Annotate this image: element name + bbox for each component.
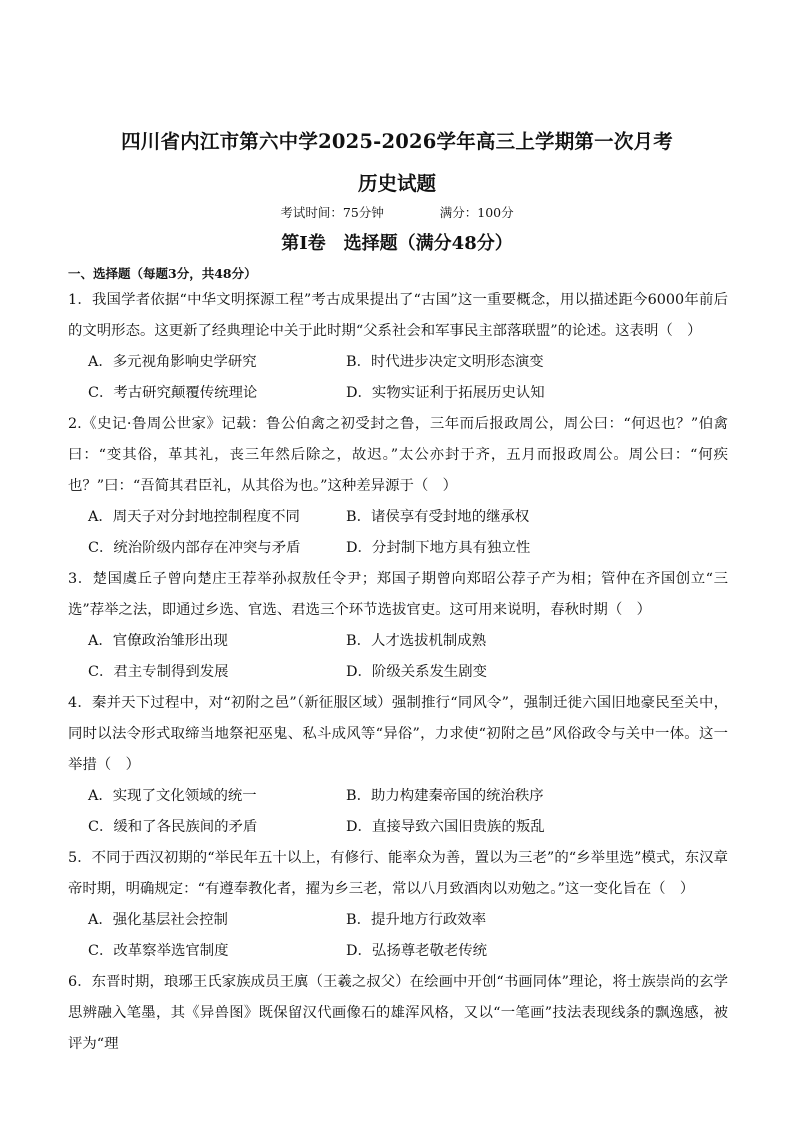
exam-subtitle: 历史试题 xyxy=(357,172,436,195)
option-a[interactable]: A．强化基层社会控制 xyxy=(88,912,228,928)
option-group xyxy=(68,502,728,564)
option-d[interactable]: D．直接导致六国旧贵族的叛乱 xyxy=(346,819,545,835)
option-b[interactable]: B．时代进步决定文明形态演变 xyxy=(346,354,544,370)
option-d[interactable]: D．阶级关系发生剧变 xyxy=(346,664,488,680)
option-c[interactable]: C．君主专制得到发展 xyxy=(88,664,229,680)
question-5 xyxy=(68,843,728,967)
exam-title: 四川省内江市第六中学2025-2026学年高三上学期第一次月考 xyxy=(121,130,673,153)
option-b[interactable]: B．提升地方行政效率 xyxy=(346,912,487,928)
question-stem: 1．我国学者依据“中华文明探源工程”考古成果提出了“古国”这一重要概念，用以描述距今6000年前后的文明形态。这更新了经典理论中关于此时期“父系社会和军事民主部落联盟”的论述。这表明（ ） xyxy=(68,292,728,339)
option-a[interactable]: A．周天子对分封地控制程度不同 xyxy=(88,509,300,525)
option-a[interactable]: A．实现了文化领域的统一 xyxy=(88,788,257,804)
exam-time: 考试时间：75分钟 xyxy=(280,205,384,220)
option-c[interactable]: C．缓和了各民族间的矛盾 xyxy=(88,819,258,835)
question-4 xyxy=(68,688,728,843)
option-b[interactable]: B．人才选拔机制成熟 xyxy=(346,633,487,649)
option-d[interactable]: D．弘扬尊老敬老传统 xyxy=(346,943,488,959)
question-3 xyxy=(68,564,728,688)
option-b[interactable]: B．诸侯享有受封地的继承权 xyxy=(346,509,530,525)
question-1 xyxy=(68,285,728,409)
option-group xyxy=(68,781,728,843)
question-stem: 6．东晋时期，琅琊王氏家族成员王廙（王羲之叔父）在绘画中开创“书画同体”理论，将士族崇尚的玄学思辨融入笔墨，其《异兽图》既保留汉代画像石的雄浑风格，又以“一笔画”技法表现线条的飘逸感，被评为“理 xyxy=(68,974,728,1052)
option-group xyxy=(68,905,728,967)
question-2 xyxy=(68,409,728,564)
question-6 xyxy=(68,967,728,1060)
question-stem: 4．秦并天下过程中，对“初附之邑”（新征服区域）强制推行“同风令”，强制迁徙六国旧地豪民至关中，同时以法令形式取缔当地祭祀巫鬼、私斗成风等“异俗”，力求使“初附之邑”风俗政令与关中一体。这一举措（ ） xyxy=(68,695,728,773)
option-c[interactable]: C．统治阶级内部存在冲突与矛盾 xyxy=(88,540,301,556)
option-a[interactable]: A．官僚政治雏形出现 xyxy=(88,633,228,649)
option-group xyxy=(68,626,728,688)
part-title: 第Ⅰ卷 选择题（满分48分） xyxy=(281,233,513,254)
option-d[interactable]: D．实物实证利于拓展历史认知 xyxy=(346,385,545,401)
option-a[interactable]: A．多元视角影响史学研究 xyxy=(88,354,257,370)
question-stem: 3．楚国虞丘子曾向楚庄王荐举孙叔敖任令尹；郑国子期曾向郑昭公荐子产为相；管仲在齐国创立“三选”荐举之法，即通过乡选、官选、君选三个环节选拔官吏。这可用来说明，春秋时期（ ） xyxy=(68,571,728,618)
exam-meta xyxy=(0,203,794,221)
option-group xyxy=(68,347,728,409)
section-title: 一、选择题（每题3分，共48分） xyxy=(68,266,257,281)
question-stem: 2.《史记·鲁周公世家》记载：鲁公伯禽之初受封之鲁，三年而后报政周公，周公曰：“何迟也？”伯禽曰：“变其俗，革其礼，丧三年然后除之，故迟。”太公亦封于齐，五月而报政周公。周公曰：“何疾也？”曰：“吾简其君臣礼，从其俗为也。”这种差异源于（ ） xyxy=(68,416,728,494)
option-d[interactable]: D．分封制下地方具有独立性 xyxy=(346,540,531,556)
question-stem: 5．不同于西汉初期的“举民年五十以上，有修行、能率众为善，置以为三老”的“乡举里选”模式，东汉章帝时期，明确规定：“有遵奉教化者，擢为乡三老，常以八月致酒肉以劝勉之。”这一变化旨在（ ） xyxy=(68,850,728,897)
full-score: 满分：100分 xyxy=(439,205,514,220)
question-list xyxy=(68,285,728,1060)
option-b[interactable]: B．助力构建秦帝国的统治秩序 xyxy=(346,788,544,804)
option-c[interactable]: C．考古研究颠覆传统理论 xyxy=(88,385,258,401)
option-c[interactable]: C．改革察举选官制度 xyxy=(88,943,229,959)
